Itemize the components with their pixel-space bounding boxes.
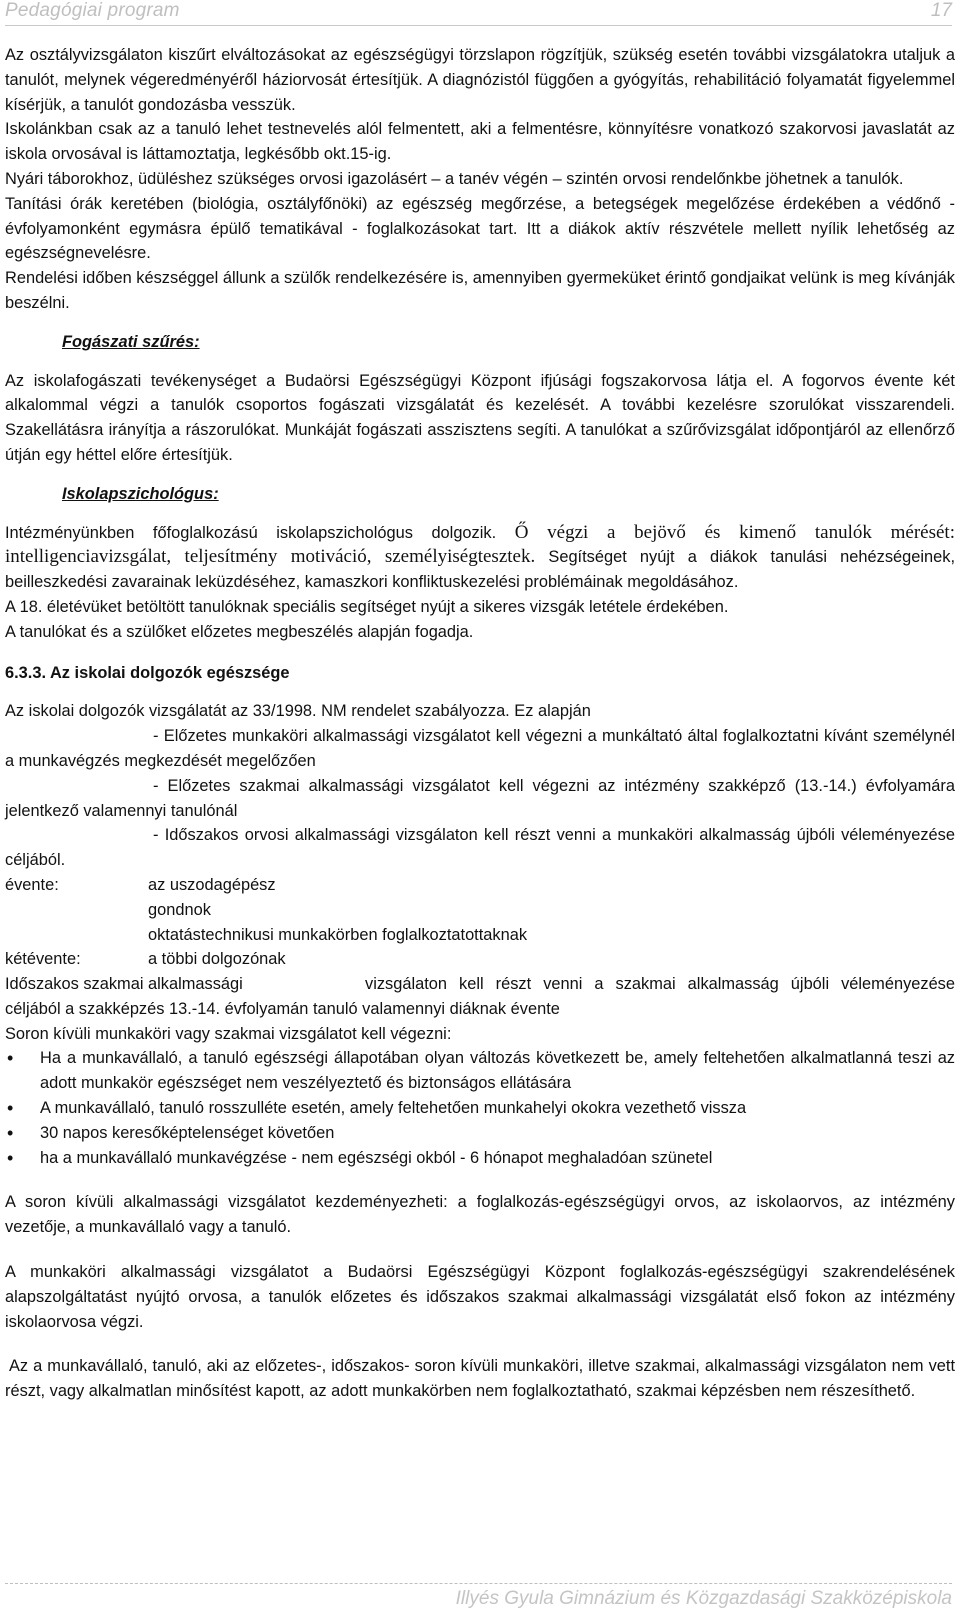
list-item: • Ha a munkavállaló, a tanuló egészségi állapotában olyan változás következett be, amely feltehetően alkalmatlanná teszi az adott munkakör egészséget nem veszélyeztető és biztonságos ellátására <box>5 1046 955 1096</box>
pszich-text-a: Intézményünkben főfoglalkozású iskolapszichológus dolgozik. <box>5 523 497 542</box>
paragraph-alkalmatlan: Az a munkavállaló, tanuló, aki az előzetes-, időszakos- soron kívüli munkaköri, illetve szakmai, alkalmassági vizsgálaton nem vett részt, vagy alkalmatlan minősítést kapott, az adott munkakörben nem foglalkoztatható, szakmai képzésben nem részesíthető. <box>5 1357 955 1401</box>
footer-school-name: Illyés Gyula Gimnázium és Közgazdasági Szakközépiskola <box>455 1588 952 1609</box>
paragraph-rendelesi-ido: Rendelési időben készséggel állunk a szülők rendelkezésére is, amennyiben gyermeküket érintő gondjaikat velünk is meg kívánják beszélni. <box>5 269 955 312</box>
paragraph-testneveles: Iskolánkban csak az a tanuló lehet testnevelés alól felmentett, aki a felmentésre, könnyítésre vonatkozó szakorvosi javaslatát az iskola orvosával is láttamoztatja, legkésőbb okt.15-ig. <box>5 120 955 164</box>
heading-fogaszati-szures: Fogászati szűrés: <box>62 332 200 351</box>
pszich-text-c: Segítséget nyújt a diákok tanulási nehézségeinek, beilleszkedési zavarainak leküzdéséhez, kamaszkori konfliktuskezelési problémáinak megoldásához. <box>5 548 956 592</box>
schedule-row-evente <box>5 873 955 898</box>
paragraph-intro: Az iskolai dolgozók vizsgálatát az 33/1998. NM rendelet szabályozza. Ez alapján <box>5 702 591 721</box>
document-body <box>5 43 955 1404</box>
schedule-row-ketevente <box>5 947 955 972</box>
schedule-item: gondnok <box>148 900 211 919</box>
bullet-list <box>5 1046 955 1170</box>
header-title: Pedagógiai program <box>5 0 180 21</box>
schedule-item: a többi dolgozónak <box>148 950 286 969</box>
list-item: • 30 napos keresőképtelenséget követően <box>5 1121 955 1146</box>
paragraph-osztalyvizsgalat: Az osztályvizsgálaton kiszűrt elváltozásokat az egészségügyi törzslapon rögzítjük, szükség esetén további vizsgálatokra utaljuk a tanulót, melynek végeredményéről háziorvosát értesítjük. A diagnózistól függően a gyógyítás, rehabilitáció folyamatát figyelemmel kísérjük, a tanulót gondozásba vesszük. <box>5 46 955 114</box>
paragraph-soron-kivuli: Soron kívüli munkaköri vagy szakmai vizsgálatot kell végezni: <box>5 1024 452 1043</box>
paragraph-idoszakos-szakmai <box>5 972 955 1022</box>
section-heading: 6.3.3. Az iskolai dolgozók egészsége <box>5 663 290 682</box>
dash-item-3: - Időszakos orvosi alkalmassági vizsgálaton kell részt venni a munkaköri alkalmasság újbóli véleményezése céljából. <box>5 826 955 870</box>
dash-item-1: - Előzetes munkaköri alkalmassági vizsgálatot kell végezni a munkáltató által foglalkoztatni kívánt személynél a munkavégzés megkezdését megelőzően <box>5 727 955 770</box>
page-number: 17 <box>930 0 952 21</box>
pszich-text-b: Ő végzi a bejövő és kimenő tanulók mérését: intelligenciavizsgálat, teljesítmény motiváció, személyiségtesztek. <box>5 521 955 568</box>
paragraph-18-eletev: A 18. életévüket betöltött tanulóknak speciális segítséget nyújt a sikeres vizsgák letétele érdekében. <box>5 597 729 616</box>
paragraph-budaorsi-kozpont: A munkaköri alkalmassági vizsgálatot a Budaörsi Egészségügyi Központ foglalkozás-egészségügyi szakrendelésének alapszolgáltatást nyújtó orvosa, a tanulók előzetes és időszakos szakmai alkalmassági vizsgálatát első fokon az intézmény iskolaorvosa végzi. <box>5 1263 955 1331</box>
schedule-row <box>5 923 955 948</box>
dash-item-2: - Előzetes szakmai alkalmassági vizsgálatot kell végezni az intézmény szakképző (13.-14.) évfolyamára jelentkező valamennyi tanulónál <box>5 776 955 820</box>
list-item: • ha a munkavállaló munkavégzése - nem egészségi okból - 6 hónapot meghaladóan szünetel <box>5 1146 955 1171</box>
list-item: • A munkavállaló, tanuló rosszulléte esetén, amely feltehetően munkahelyi okokra vezethető vissza <box>5 1096 955 1121</box>
paragraph-pszichologus <box>5 521 955 595</box>
footer-divider <box>5 1583 952 1584</box>
paragraph-tanitasi-orak: Tanítási órák keretében (biológia, osztályfőnöki) az egészség megőrzése, a betegségek megelőzése érdekében a védőnő - évfolyamonként egymásra épülő tematikával - foglalkozásokat tart. Itt a diákok aktív részvétele mellett nyílik lehetőség az egészségnevelésre. <box>5 194 955 263</box>
schedule-item: az uszodagépész <box>148 875 276 894</box>
paragraph-fogaszat: Az iskolafogászati tevékenységet a Budaörsi Egészségügyi Központ ifjúsági fogszakorvosa látja el. A fogorvos évente két alkalommal végzi a tanulók csoportos fogászati vizsgálatát és kezelését. A további kezelésre szorulókat visszarendeli. Szakellátásra irányítja a rászorulókat. Munkáját fogászati asszisztens segíti. A tanulókat a szűrővizsgálat időpontjáról az ellenőrző útján egy héttel előre értesítjük. <box>5 371 955 464</box>
schedule-item: oktatástechnikusi munkakörben foglalkoztatottaknak <box>148 925 528 944</box>
paragraph-kezdemenyezes: A soron kívüli alkalmassági vizsgálatot kezdeményezheti: a foglalkozás-egészségügyi orvos, az iskolaorvos, az intézmény vezetője, a munkavállaló vagy a tanuló. <box>5 1193 955 1237</box>
paragraph-nyari-taborok: Nyári táborokhoz, üdüléshez szükséges orvosi igazolásért – a tanév végén – szintén orvosi rendelőnkbe jöhetnek a tanulók. <box>5 169 904 188</box>
schedule-label-ketevente: kétévente: <box>5 950 81 969</box>
schedule-label-evente: évente: <box>5 875 59 894</box>
idoszakos-text-b: vizsgálaton kell részt venni a szakmai alkalmasság újbóli véleményezése céljából a szakképzés 13.-14. évfolyamán tanuló valamennyi diáknak évente <box>5 975 955 1018</box>
paragraph-fogadas: A tanulókat és a szülőket előzetes megbeszélés alapján fogadja. <box>5 622 474 641</box>
schedule-row <box>5 898 955 923</box>
idoszakos-text-a: Időszakos szakmai alkalmassági <box>5 975 243 994</box>
heading-iskolapszichologus: Iskolapszichológus: <box>62 484 219 503</box>
header-divider <box>5 25 952 26</box>
